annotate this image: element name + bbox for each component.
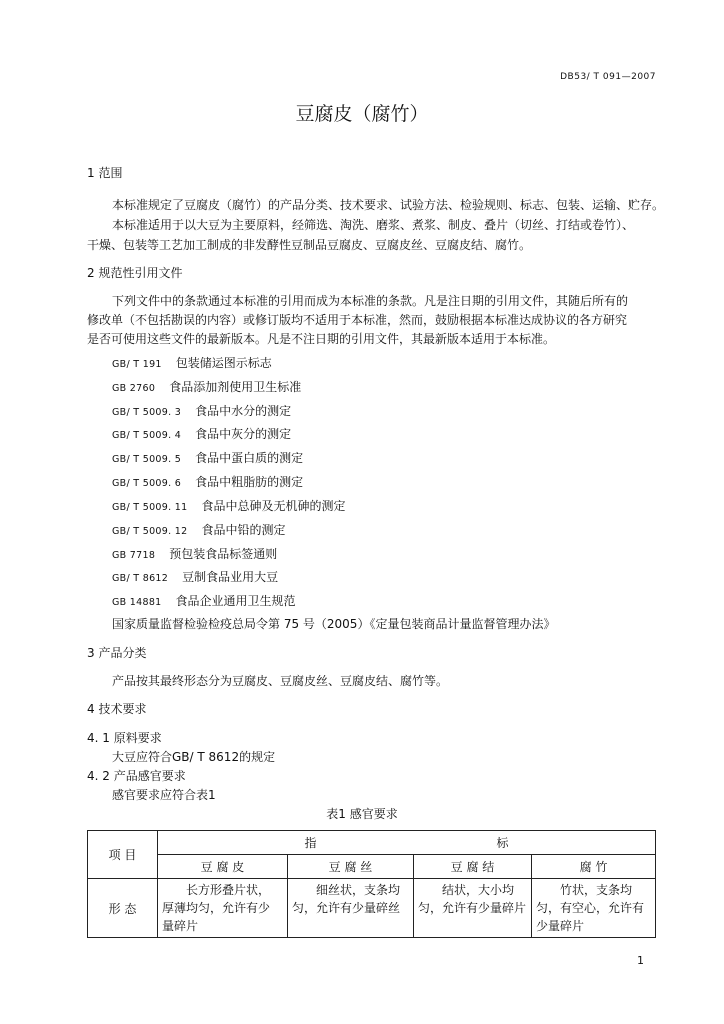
refs-intro-line-2: 修改单（不包括勘误的内容）或修订版均不适用于本标准，然而，鼓励根据本标准达成协议的各方研究 xyxy=(87,313,628,327)
reference-code: GB/ T 5009. 5 xyxy=(112,454,182,465)
reference-item xyxy=(112,402,291,419)
reference-item xyxy=(112,425,291,442)
reference-title: 食品中灰分的测定 xyxy=(195,427,292,441)
section-4-heading: 4 技术要求 xyxy=(87,702,147,716)
refs-intro-line-1: 下列文件中的条款通过本标准的引用而成为本标准的条款。凡是注日期的引用文件，其随后所有的 xyxy=(112,294,629,308)
reference-item xyxy=(112,545,277,562)
standard-code: DB53/ T 091—2007 xyxy=(560,72,656,82)
index-header-char-2: 标 xyxy=(496,836,509,850)
reference-decree: 国家质量监督检验检疫总局令第 75 号（2005）《定量包装商品计量监督管理办法》 xyxy=(112,617,556,631)
reference-item xyxy=(112,449,303,466)
table-cell xyxy=(414,879,532,938)
reference-item xyxy=(112,473,303,490)
reference-code: GB/ T 5009. 12 xyxy=(112,526,188,537)
table-row xyxy=(88,879,656,938)
classification-paragraph: 产品按其最终形态分为豆腐皮、豆腐皮丝、豆腐皮结、腐竹等。 xyxy=(112,674,449,688)
cell-line: 长方形叠片状， xyxy=(186,883,271,897)
reference-code: GB/ T 5009. 11 xyxy=(112,502,188,513)
scope-paragraph-1: 本标准规定了豆腐皮（腐竹）的产品分类、技术要求、试验方法、检验规则、标志、包装、运输、贮存。 xyxy=(112,198,665,212)
cell-line: 竹状，支条均 xyxy=(560,883,633,897)
column-header: 豆 腐 丝 xyxy=(288,855,414,879)
page-number: 1 xyxy=(637,954,644,967)
table-subheader-row xyxy=(88,855,656,879)
cell-line: 厚薄均匀，允许有少 xyxy=(162,901,271,915)
reference-title: 包装储运图示标志 xyxy=(175,356,272,370)
reference-title: 食品中铅的测定 xyxy=(201,523,286,537)
column-header: 豆 腐 结 xyxy=(414,855,532,879)
reference-code: GB/ T 5009. 6 xyxy=(112,478,182,489)
table-cell xyxy=(532,879,656,938)
reference-code: GB 14881 xyxy=(112,597,162,608)
raw-material-paragraph: 大豆应符合GB/ T 8612的规定 xyxy=(112,750,276,764)
section-4-2-heading: 4. 2 产品感官要求 xyxy=(87,769,186,783)
reference-title: 食品添加剂使用卫生标准 xyxy=(169,380,302,394)
reference-title: 食品企业通用卫生规范 xyxy=(175,594,296,608)
cell-line: 匀，允许有少量碎片 xyxy=(418,901,527,915)
cell-line: 匀，允许有少量碎丝 xyxy=(292,901,401,915)
cell-line: 少量碎片 xyxy=(536,919,585,933)
reference-code: GB/ T 5009. 4 xyxy=(112,430,182,441)
reference-code: GB 7718 xyxy=(112,550,156,561)
reference-title: 食品中总砷及无机砷的测定 xyxy=(201,499,346,513)
reference-title: 预包装食品标签通则 xyxy=(169,547,278,561)
item-header: 项 目 xyxy=(88,831,158,879)
index-header xyxy=(158,831,656,855)
reference-item xyxy=(112,354,272,371)
scope-paragraph-2-line-1: 本标准适用于以大豆为主要原料，经筛选、淘洗、磨浆、煮浆、制皮、叠片（切丝、打结或卷竹）、 xyxy=(112,218,635,232)
table-cell xyxy=(158,879,288,938)
table-caption: 表1 感官要求 xyxy=(326,807,398,821)
section-4-1-heading: 4. 1 原料要求 xyxy=(87,731,162,745)
reference-title: 食品中蛋白质的测定 xyxy=(195,451,304,465)
column-header: 豆 腐 皮 xyxy=(158,855,288,879)
reference-item xyxy=(112,592,296,609)
document-title: 豆腐皮（腐竹） xyxy=(295,103,429,125)
cell-line: 量碎片 xyxy=(162,919,199,933)
row-label: 形 态 xyxy=(88,879,158,938)
cell-line: 匀，有空心，允许有 xyxy=(536,901,645,915)
reference-title: 食品中水分的测定 xyxy=(195,404,292,418)
refs-intro-line-3: 是否可使用这些文件的最新版本。凡是不注日期的引用文件，其最新版本适用于本标准。 xyxy=(87,332,556,346)
reference-code: GB/ T 5009. 3 xyxy=(112,407,182,418)
reference-item xyxy=(112,568,278,585)
reference-code: GB 2760 xyxy=(112,383,156,394)
index-header-char-1: 指 xyxy=(304,836,317,850)
column-header: 腐 竹 xyxy=(532,855,656,879)
scope-paragraph-2-line-2: 干燥、包装等工艺加工制成的非发酵性豆制品豆腐皮、豆腐皮丝、豆腐皮结、腐竹。 xyxy=(87,238,532,252)
section-1-heading: 1 范围 xyxy=(87,166,123,180)
section-3-heading: 3 产品分类 xyxy=(87,646,147,660)
table-header-row xyxy=(88,831,656,855)
table-cell xyxy=(288,879,414,938)
reference-item xyxy=(112,521,285,538)
reference-code: GB/ T 191 xyxy=(112,359,162,370)
section-2-heading: 2 规范性引用文件 xyxy=(87,266,183,280)
reference-item xyxy=(112,378,301,395)
sensory-requirements-table xyxy=(87,830,656,938)
reference-title: 豆制食品业用大豆 xyxy=(182,570,279,584)
cell-line: 结状，大小均 xyxy=(442,883,515,897)
sensory-paragraph: 感官要求应符合表1 xyxy=(112,788,216,802)
reference-item xyxy=(112,497,345,514)
reference-code: GB/ T 8612 xyxy=(112,573,169,584)
reference-title: 食品中粗脂肪的测定 xyxy=(195,475,304,489)
cell-line: 细丝状，支条均 xyxy=(316,883,401,897)
